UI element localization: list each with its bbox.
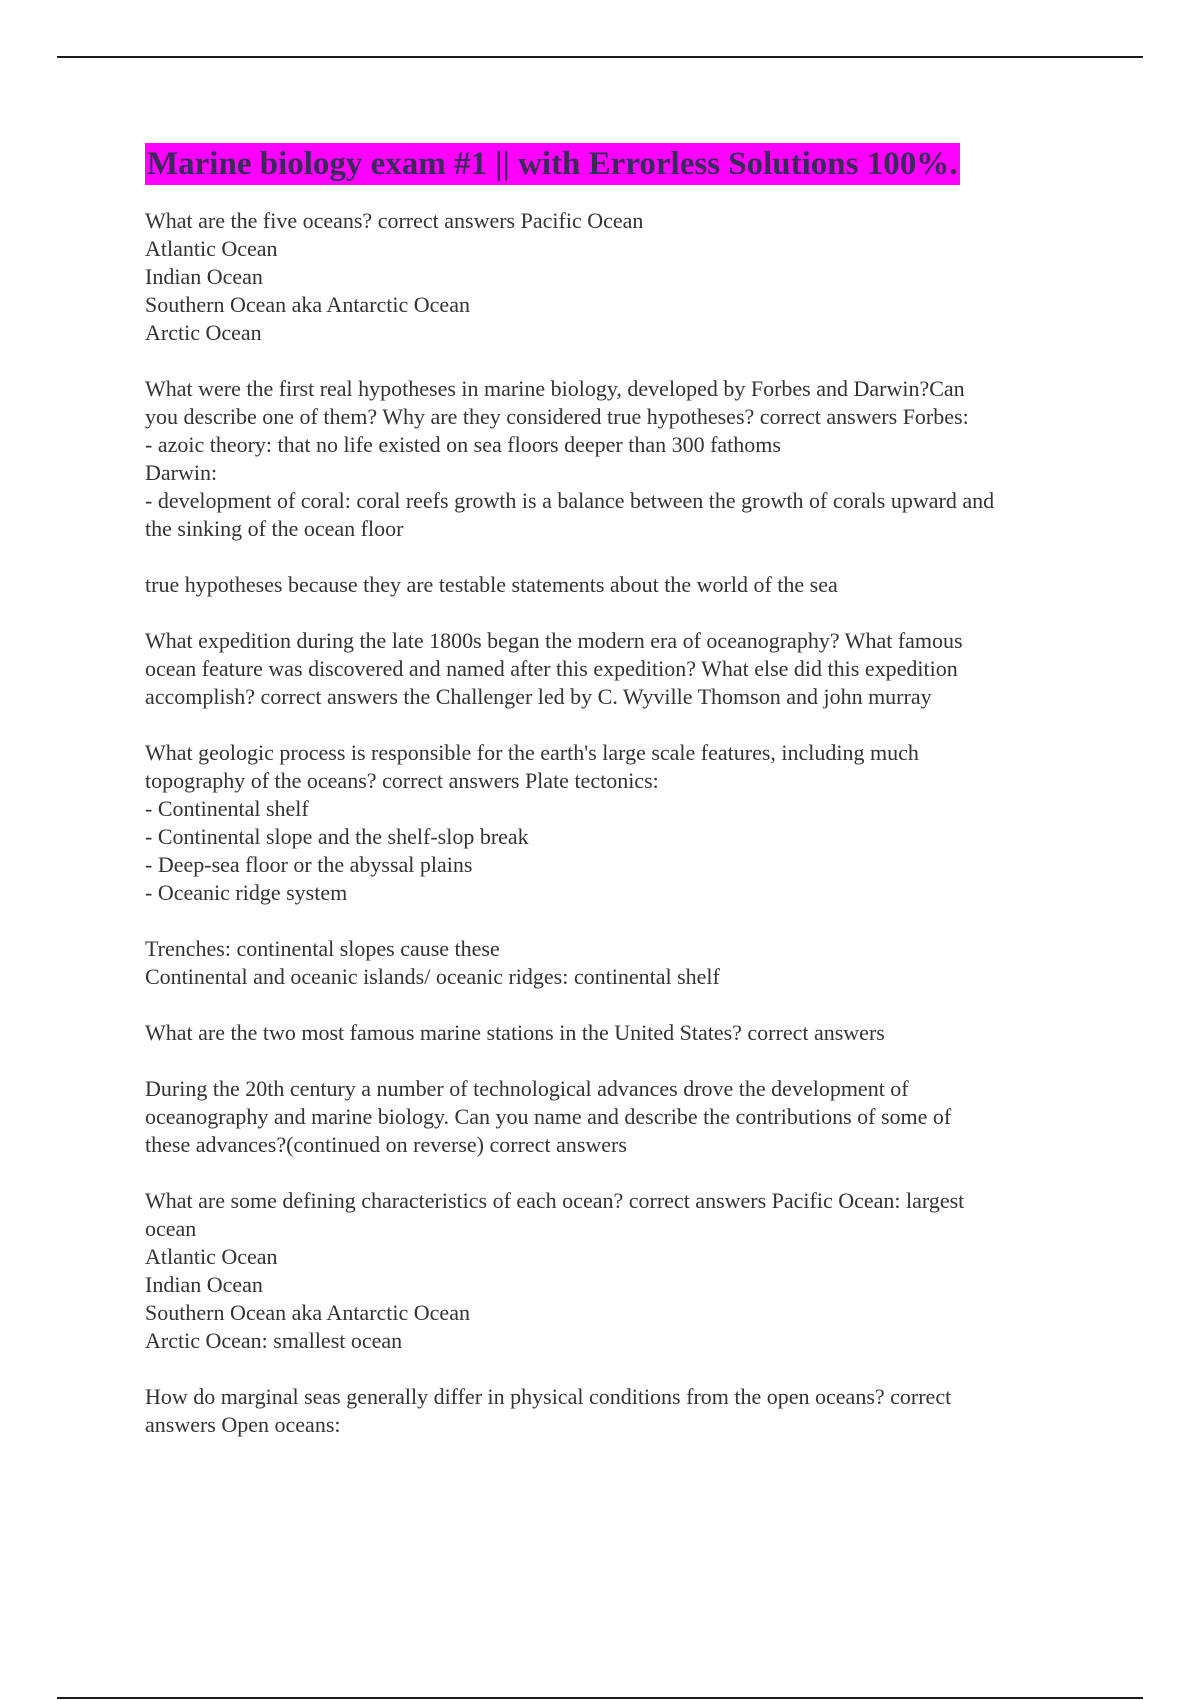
text-line: What are the two most famous marine stations in the United States? correct answers — [145, 1020, 885, 1045]
text-line: Darwin: — [145, 460, 218, 485]
text-line: ocean — [145, 1216, 197, 1241]
text-line: Continental and oceanic islands/ oceanic ridges: continental shelf — [145, 964, 720, 989]
qa-block — [145, 627, 1090, 711]
text-line: Arctic Ocean: smallest ocean — [145, 1328, 403, 1353]
text-line: Trenches: continental slopes cause these — [145, 936, 500, 961]
document-title: Marine biology exam #1 || with Errorless Solutions 100%. — [145, 143, 960, 185]
footer-rule — [57, 1697, 1143, 1699]
text-line: topography of the oceans? correct answers Plate tectonics: — [145, 768, 659, 793]
text-line: What are the five oceans? correct answers Pacific Ocean — [145, 208, 644, 233]
text-line: What were the first real hypotheses in marine biology, developed by Forbes and Darwin?Can — [145, 376, 965, 401]
qa-block — [145, 1383, 1090, 1439]
text-line: the sinking of the ocean floor — [145, 516, 404, 541]
qa-block — [145, 1075, 1090, 1159]
qa-block — [145, 375, 1090, 543]
text-line: What are some defining characteristics of each ocean? correct answers Pacific Ocean: largest — [145, 1188, 965, 1213]
text-line: What expedition during the late 1800s began the modern era of oceanography? What famous — [145, 628, 963, 653]
qa-block — [145, 739, 1090, 907]
text-line: Southern Ocean aka Antarctic Ocean — [145, 1300, 470, 1325]
text-line: you describe one of them? Why are they considered true hypotheses? correct answers Forbes: — [145, 404, 969, 429]
text-line: true hypotheses because they are testable statements about the world of the sea — [145, 572, 838, 597]
text-line: - Continental shelf — [145, 796, 309, 821]
document-body — [145, 143, 1090, 1467]
text-line: What geologic process is responsible for the earth's large scale features, including much — [145, 740, 919, 765]
text-line: ocean feature was discovered and named after this expedition? What else did this expedition — [145, 656, 958, 681]
text-line: oceanography and marine biology. Can you name and describe the contributions of some of — [145, 1104, 952, 1129]
qa-block — [145, 571, 1090, 599]
text-line: - Continental slope and the shelf-slop break — [145, 824, 529, 849]
qa-block — [145, 1187, 1090, 1355]
text-line: answers Open oceans: — [145, 1412, 341, 1437]
text-line: Southern Ocean aka Antarctic Ocean — [145, 292, 470, 317]
text-line: these advances?(continued on reverse) correct answers — [145, 1132, 627, 1157]
text-line: - Deep-sea floor or the abyssal plains — [145, 852, 473, 877]
text-line: Indian Ocean — [145, 264, 263, 289]
text-line: Arctic Ocean — [145, 320, 262, 345]
text-line: - Oceanic ridge system — [145, 880, 348, 905]
text-line: Atlantic Ocean — [145, 236, 278, 261]
text-line: How do marginal seas generally differ in physical conditions from the open oceans? correct — [145, 1384, 952, 1409]
text-line: Atlantic Ocean — [145, 1244, 278, 1269]
question-list — [145, 207, 1090, 1439]
text-line: accomplish? correct answers the Challenger led by C. Wyville Thomson and john murray — [145, 684, 932, 709]
qa-block — [145, 207, 1090, 347]
qa-block — [145, 935, 1090, 991]
text-line: During the 20th century a number of technological advances drove the development of — [145, 1076, 909, 1101]
text-line: - development of coral: coral reefs growth is a balance between the growth of corals upward and — [145, 488, 995, 513]
text-line: Indian Ocean — [145, 1272, 263, 1297]
qa-block — [145, 1019, 1090, 1047]
text-line: - azoic theory: that no life existed on sea floors deeper than 300 fathoms — [145, 432, 781, 457]
header-rule — [57, 56, 1143, 58]
